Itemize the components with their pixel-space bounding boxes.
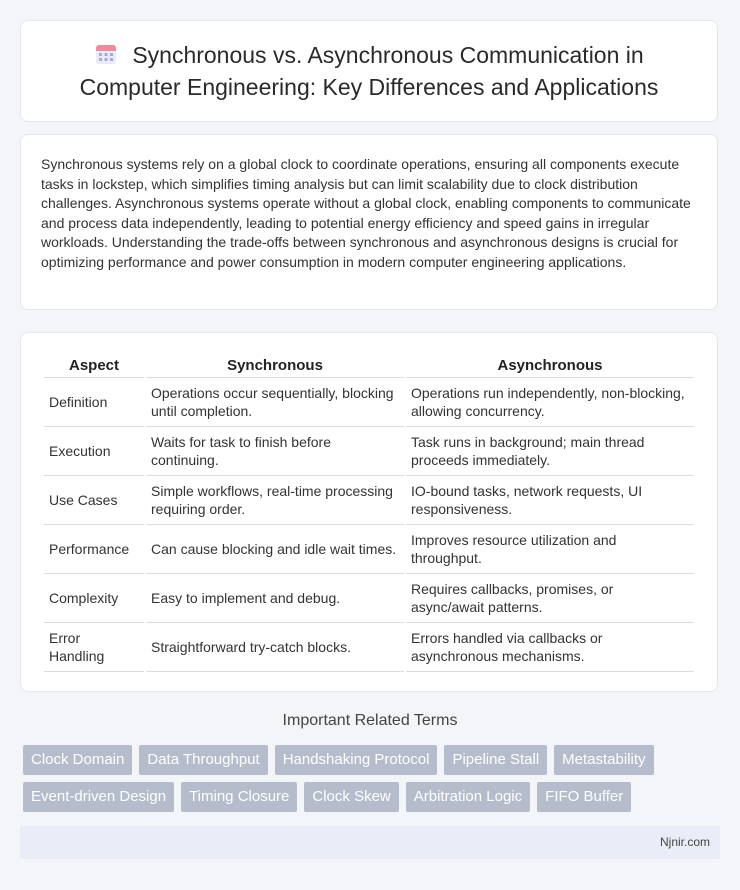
cell-synchronous: Easy to implement and debug. (146, 574, 404, 623)
table-row (44, 525, 694, 574)
cell-asynchronous: Task runs in background; main thread proceeds immediately. (406, 427, 694, 476)
summary-card (20, 134, 718, 310)
tag-pipeline-stall[interactable]: Pipeline Stall (444, 745, 547, 775)
related-terms-tags (23, 745, 723, 819)
footer (20, 826, 720, 859)
tag-arbitration-logic[interactable]: Arbitration Logic (406, 782, 530, 812)
table-row (44, 574, 694, 623)
table-header-row (44, 351, 694, 378)
tag-handshaking-protocol[interactable]: Handshaking Protocol (275, 745, 438, 775)
cell-synchronous: Operations occur sequentially, blocking until completion. (146, 378, 404, 427)
cell-aspect: Definition (44, 378, 144, 427)
tag-timing-closure[interactable]: Timing Closure (181, 782, 297, 812)
tag-fifo-buffer[interactable]: FIFO Buffer (537, 782, 631, 812)
page-title (21, 41, 717, 102)
cell-synchronous: Waits for task to finish before continuing. (146, 427, 404, 476)
header-aspect: Aspect (44, 351, 144, 378)
cell-asynchronous: Improves resource utilization and throughput. (406, 525, 694, 574)
header-synchronous: Synchronous (146, 351, 404, 378)
footer-site[interactable]: Njnir.com (659, 835, 710, 849)
related-terms-heading: Important Related Terms (282, 712, 458, 729)
cell-synchronous: Straightforward try-catch blocks. (146, 623, 404, 672)
comparison-table (42, 351, 696, 672)
cell-aspect: Error Handling (44, 623, 144, 672)
summary-text: Synchronous systems rely on a global clock to coordinate operations, ensuring all components execute tasks in lockstep, which simplifies timing analysis but can limit scalability due to clock distribution challenges. Asynchronous systems operate without a global clock, enabling components to communicate and process data independently, leading to potential energy efficiency and speed gains in irregular workloads. Understanding the trade-offs between synchronous and asynchronous designs is crucial for optimizing performance and power consumption in modern computer engineering applications. (41, 156, 691, 270)
cell-asynchronous: IO-bound tasks, network requests, UI responsiveness. (406, 476, 694, 525)
cell-aspect: Complexity (44, 574, 144, 623)
cell-synchronous: Simple workflows, real-time processing requiring order. (146, 476, 404, 525)
table-row (44, 427, 694, 476)
cell-asynchronous: Requires callbacks, promises, or async/await patterns. (406, 574, 694, 623)
title-card (20, 20, 718, 122)
tag-row (23, 782, 723, 812)
cell-asynchronous: Operations run independently, non-blocking, allowing concurrency. (406, 378, 694, 427)
tag-row (23, 745, 723, 775)
comparison-table-card (20, 332, 718, 692)
cell-synchronous: Can cause blocking and idle wait times. (146, 525, 404, 574)
table-row (44, 623, 694, 672)
cell-aspect: Execution (44, 427, 144, 476)
tag-event-driven-design[interactable]: Event-driven Design (23, 782, 174, 812)
calendar-icon (94, 42, 118, 73)
tag-metastability[interactable]: Metastability (554, 745, 653, 775)
cell-aspect: Performance (44, 525, 144, 574)
tag-clock-domain[interactable]: Clock Domain (23, 745, 132, 775)
table-row (44, 378, 694, 427)
cell-asynchronous: Errors handled via callbacks or asynchronous mechanisms. (406, 623, 694, 672)
page-title-text: Synchronous vs. Asynchronous Communication in Computer Engineering: Key Differences and Applications (79, 41, 659, 100)
table-row (44, 476, 694, 525)
header-asynchronous: Asynchronous (406, 351, 694, 378)
tag-data-throughput[interactable]: Data Throughput (139, 745, 267, 775)
cell-aspect: Use Cases (44, 476, 144, 525)
tag-clock-skew[interactable]: Clock Skew (304, 782, 398, 812)
